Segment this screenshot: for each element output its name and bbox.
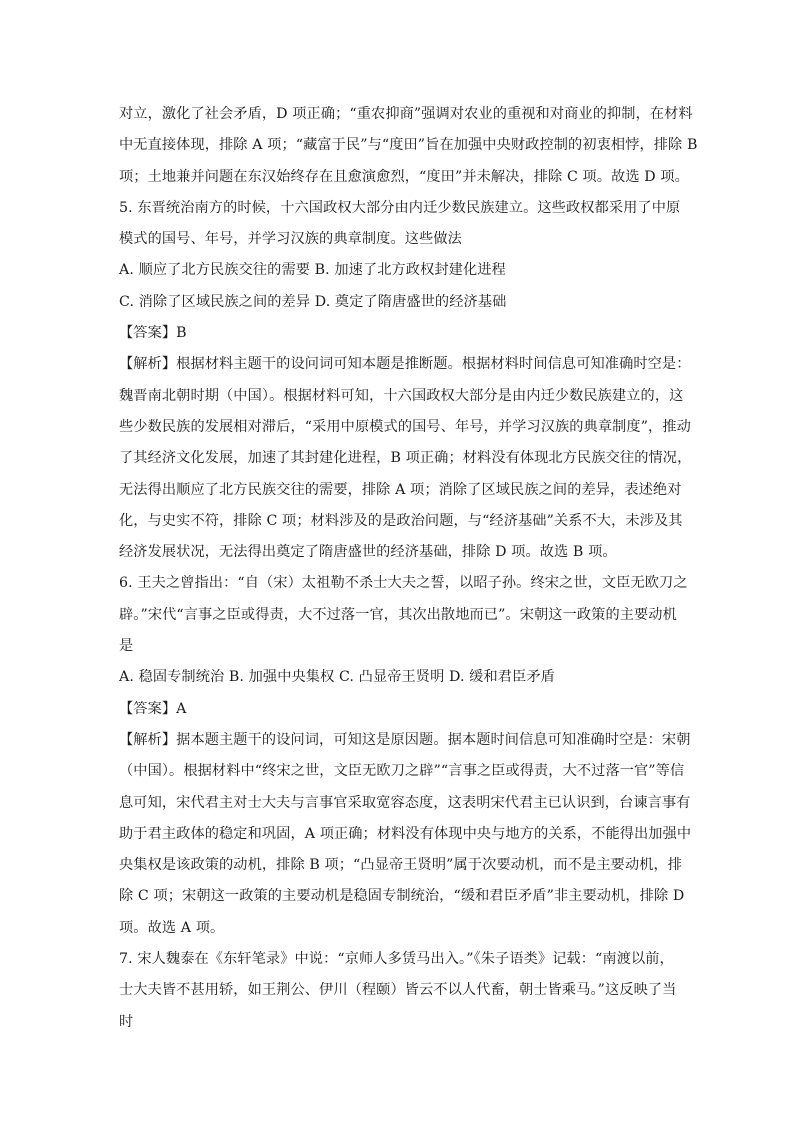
text-line: 无法得出顺应了北方民族交往的需要，排除 A 项；消除了区域民族之间的差异，表述绝对 xyxy=(119,481,682,498)
document-body xyxy=(119,99,698,1038)
text-line: 辟。”宋代“言事之臣或得责，大不过落一官，其次出散地而已”。宋朝这一政策的主要动机 xyxy=(119,606,677,623)
text-line: 5. 东晋统治南方的时候，十六国政权大部分由内迁少数民族建立。这些政权都采用了中原 xyxy=(119,199,681,216)
text-line: 化，与史实不符，排除 C 项；材料涉及的是政治问题，与“经济基础”关系不大，未涉及其 xyxy=(119,512,683,529)
text-line: 除 C 项；宋朝这一政策的主要动机是稳固专制统治，“缓和君臣矛盾”非主要动机，排除 D xyxy=(119,888,685,905)
text-line: 对立，激化了社会矛盾，D 项正确；“重农抑商”强调对农业的重视和对商业的抑制，在材料 xyxy=(119,106,693,122)
text-line: 【解析】根据材料主题干的设问词可知本题是推断题。根据材料时间信息可知准确时空是： xyxy=(119,356,691,373)
text-line: （中国）。根据材料中“终宋之世，文臣无欧刀之辟”“言事之臣或得责，大不过落一官”等信 xyxy=(119,763,685,780)
text-line: 经济发展状况，无法得出奠定了隋唐盛世的经济基础，排除 D 项。故选 B 项。 xyxy=(119,544,617,561)
text-line: 【解析】据本题主题干的设问词，可知这是原因题。据本题时间信息可知准确时空是：宋朝 xyxy=(119,731,691,748)
text-line: 息可知，宋代君主对士大夫与言事官采取宽容态度，这表明宋代君主已认识到，台谏言事有 xyxy=(119,794,691,811)
text-line: 【答案】B xyxy=(119,325,187,342)
text-line: 了其经济文化发展，加速了其封建化进程，B 项正确；材料没有体现北方民族交往的情况， xyxy=(119,450,692,467)
text-line: 时 xyxy=(119,1013,134,1030)
text-line: 6. 王夫之曾指出：“自（宋）太祖勒不杀士大夫之誓，以昭子孙。终宋之世，文臣无欧刀之 xyxy=(119,575,688,592)
text-line: 【答案】A xyxy=(119,700,187,717)
text-line: 是 xyxy=(119,638,134,655)
text-line: 项；土地兼并问题在东汉始终存在且愈演愈烈，“度田”并未解决，排除 C 项。故选 D 项。 xyxy=(119,168,689,185)
text-line: 7. 宋人魏泰在《东轩笔录》中说：“京师人多赁马出入。”《朱子语类》记载：“南渡以前， xyxy=(119,951,674,968)
text-line: 中无直接体现，排除 A 项；“藏富于民”与“度田”旨在加强中央财政控制的初衷相悖，排除 B xyxy=(119,137,698,154)
text-line: 魏晋南北朝时期（中国）。根据材料可知，十六国政权大部分是由内迁少数民族建立的，这 xyxy=(119,387,684,404)
text-line: 模式的国号、年号，并学习汉族的典章制度。这些做法 xyxy=(119,231,462,248)
text-line: 央集权是该政策的动机，排除 B 项；“凸显帝王贤明”属于次要动机，而不是主要动机，排 xyxy=(119,857,683,874)
text-line: C. 消除了区域民族之间的差异 D. 奠定了隋唐盛世的经济基础 xyxy=(119,293,507,310)
text-line: A. 顺应了北方民族交往的需要 B. 加速了北方政权封建化进程 xyxy=(119,262,506,279)
text-line: 项。故选 A 项。 xyxy=(119,919,225,936)
text-line: 些少数民族的发展相对滞后，“采用中原模式的国号、年号，并学习汉族的典章制度”，推动 xyxy=(119,418,691,435)
text-line: A. 稳固专制统治 B. 加强中央集权 C. 凸显帝王贤明 D. 缓和君臣矛盾 xyxy=(119,669,555,686)
text-line: 助于君主政体的稳定和巩固，A 项正确；材料没有体现中央与地方的关系，不能得出加强中 xyxy=(119,825,692,842)
text-line: 士大夫皆不甚用轿，如王荆公、伊川（程颐）皆云不以人代畜，朝士皆乘马。”这反映了当 xyxy=(119,982,677,999)
